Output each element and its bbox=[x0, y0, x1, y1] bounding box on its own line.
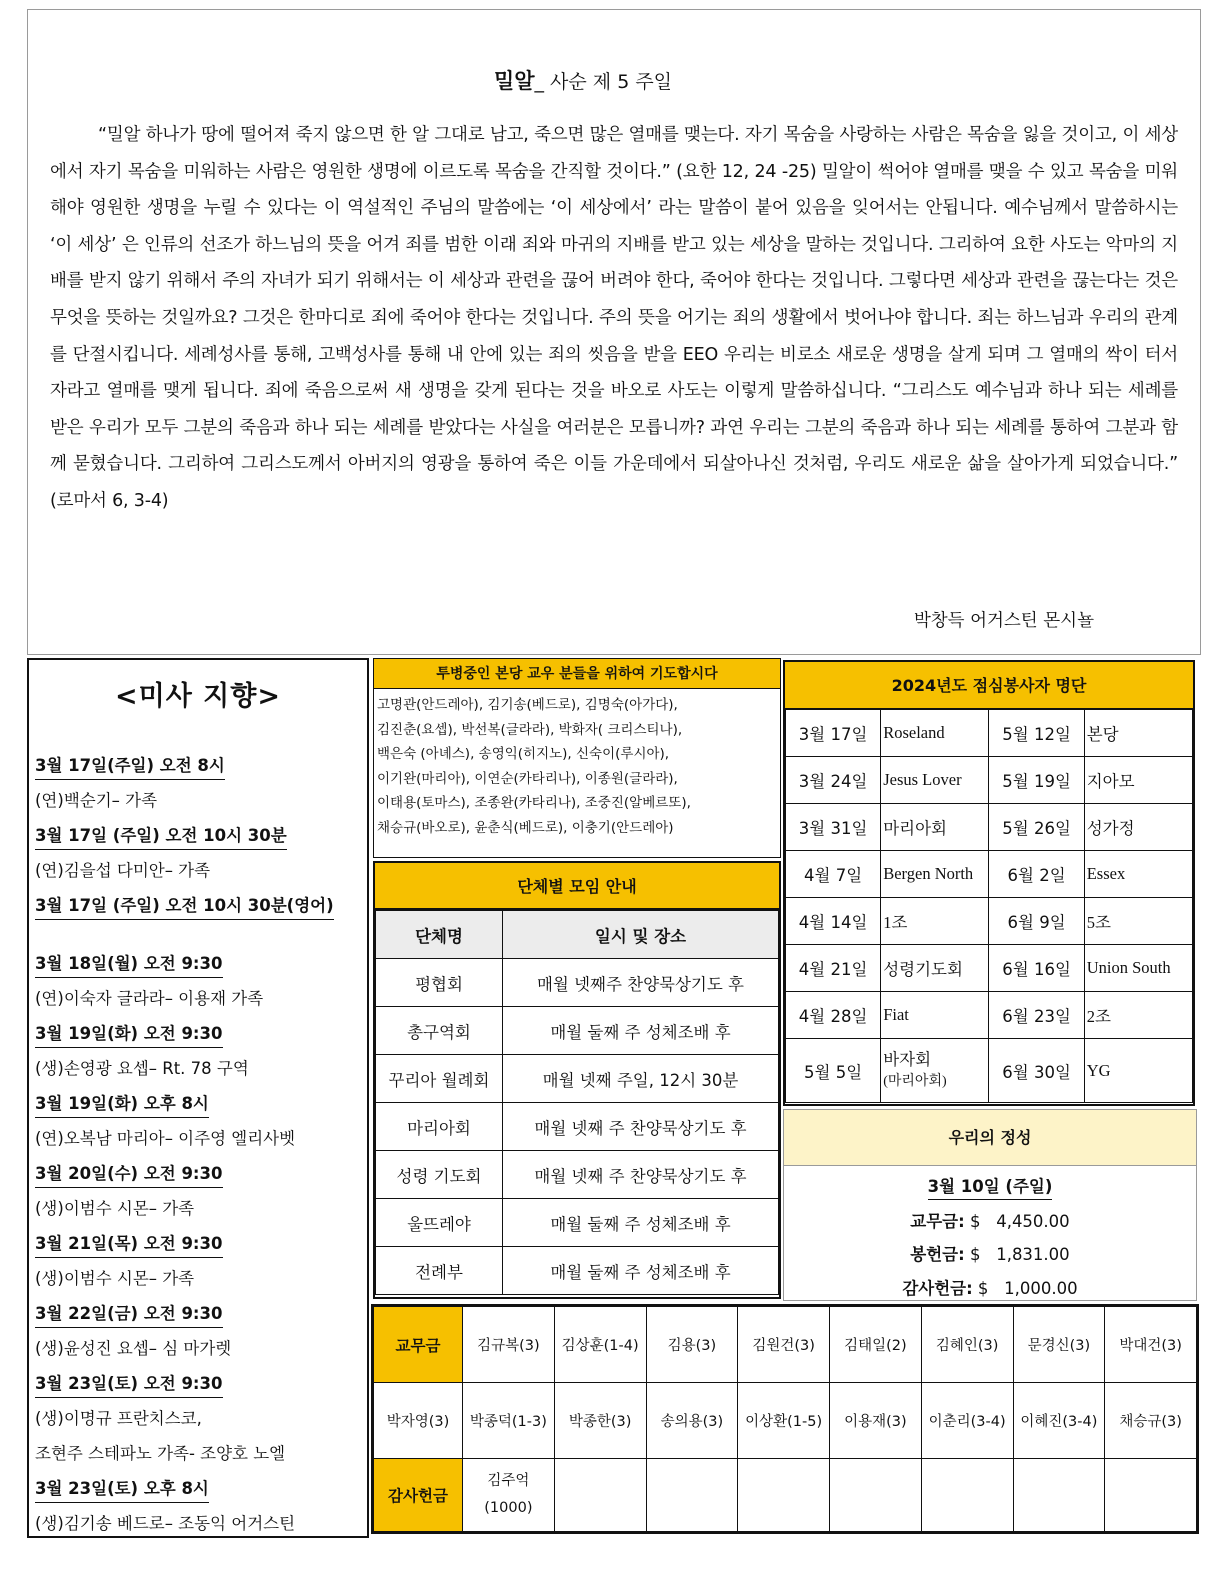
lunch-date: 3월 24일 bbox=[786, 757, 881, 804]
table-row bbox=[786, 851, 1193, 898]
lunch-date: 3월 31일 bbox=[786, 804, 881, 851]
reflection-title-rest: _ 사순 제 5 주일 bbox=[534, 71, 673, 93]
lunch-group: 5조 bbox=[1084, 898, 1192, 945]
group-name: 전례부 bbox=[376, 1247, 503, 1295]
donor-cell: 박종덕(1-3) bbox=[463, 1383, 555, 1459]
lunch-group: 성령기도회 bbox=[881, 945, 989, 992]
lunch-volunteers-title: 2024년도 점심봉사자 명단 bbox=[785, 662, 1193, 709]
lunch-date: 4월 21일 bbox=[786, 945, 881, 992]
intention-detail: 조현주 스테파노 가족- 조양호 노엘 bbox=[35, 1444, 286, 1463]
donor-cell-empty bbox=[554, 1459, 646, 1532]
donor-cell: 송의용(3) bbox=[646, 1383, 738, 1459]
group-when: 매월 넷째 주 찬양묵상기도 후 bbox=[503, 1151, 779, 1199]
reflection-author: 박창득 어거스틴 몬시뇰 bbox=[913, 611, 1094, 631]
offering-amount: $ 1,000.00 bbox=[972, 1279, 1078, 1298]
donor-cell: 김혜인(3) bbox=[921, 1307, 1013, 1383]
intention-detail: (생)이명규 프란치스코, bbox=[35, 1409, 202, 1428]
intention-time: 3월 23일(토) 오후 8시 bbox=[35, 1471, 361, 1506]
donors-box bbox=[371, 1304, 1199, 1534]
donor-cell-empty bbox=[830, 1459, 922, 1532]
thanks-donor-name: 김주억 bbox=[487, 1473, 530, 1489]
intention-detail: (연)오복남 마리아– 이주영 엘리사벳 bbox=[35, 1129, 296, 1148]
intention-time: 3월 17일 (주일) 오전 10시 30분(영어) bbox=[35, 888, 361, 923]
col-header-time: 일시 및 장소 bbox=[503, 911, 779, 959]
intention-time: 3월 19일(화) 오후 8시 bbox=[35, 1086, 361, 1121]
group-when: 매월 둘째 주 성체조배 후 bbox=[503, 1007, 779, 1055]
lunch-date: 6월 30일 bbox=[989, 1039, 1084, 1103]
sick-prayer-line: 김진춘(요셉), 박선복(글라라), 박화자( 크리스티나), bbox=[377, 721, 683, 738]
intention-detail: (생)손영광 요셉– Rt. 78 구역 bbox=[35, 1059, 249, 1078]
sick-prayer-line: 채승규(바오로), 윤춘식(베드로), 이충기(안드레아) bbox=[377, 819, 674, 836]
lunch-date: 5월 12일 bbox=[989, 710, 1084, 757]
donor-cell: 김상훈(1-4) bbox=[554, 1307, 646, 1383]
group-name: 성령 기도회 bbox=[376, 1151, 503, 1199]
intention-detail: (생)윤성진 요셉– 심 마가렛 bbox=[35, 1339, 232, 1358]
intention-time: 3월 17일 (주일) 오전 10시 30분 bbox=[35, 818, 361, 853]
lunch-volunteers-table bbox=[785, 709, 1193, 1103]
intention-detail: (생)이범수 시몬– 가족 bbox=[35, 1269, 195, 1288]
table-row bbox=[786, 1039, 1193, 1103]
lunch-date: 5월 19일 bbox=[989, 757, 1084, 804]
reflection-box bbox=[27, 9, 1201, 655]
offering-row bbox=[784, 1208, 1196, 1232]
table-row bbox=[376, 1247, 779, 1295]
lunch-date: 5월 26일 bbox=[989, 804, 1084, 851]
table-row bbox=[376, 1199, 779, 1247]
lunch-group-sub: (마리아회) bbox=[883, 1073, 947, 1089]
lunch-group: Jesus Lover bbox=[881, 757, 989, 804]
lunch-date: 4월 14일 bbox=[786, 898, 881, 945]
donors-table bbox=[373, 1306, 1197, 1532]
lunch-group: Fiat bbox=[881, 992, 989, 1039]
intention-time: 3월 17일(주일) 오전 8시 bbox=[35, 748, 361, 783]
donor-cell: 김원건(3) bbox=[738, 1307, 830, 1383]
table-row bbox=[376, 1007, 779, 1055]
group-when: 매월 둘째 주 성체조배 후 bbox=[503, 1199, 779, 1247]
mass-intentions-title: <미사 지향> bbox=[115, 681, 281, 712]
intention-time: 3월 19일(화) 오전 9:30 bbox=[35, 1016, 361, 1051]
group-name: 평협회 bbox=[376, 959, 503, 1007]
sick-prayer-list bbox=[374, 689, 780, 840]
dues-label: 교무금 bbox=[374, 1307, 463, 1383]
lunch-volunteers-box bbox=[783, 660, 1195, 1106]
group-meetings-table bbox=[375, 910, 779, 1295]
lunch-group: 지아모 bbox=[1084, 757, 1192, 804]
reflection-body: “밀알 하나가 땅에 떨어져 죽지 않으면 한 알 그대로 남고, 죽으면 많은 열매를 맺는다. 자기 목숨을 사랑하는 사람은 목숨을 잃을 것이고, 이 세상에서 자기 목숨을 미워하는 사람은 영원한 생명에 이르도록 목숨을 간직할 것이다.” (요한 12, 24 -25) 밀알이 썩어야 열매를 맺을 수 있고 목숨을 미워해야 영원한 생명을 누릴 수 있다는 이 역설적인 주님의 말씀에는 ‘이 세상에서’ 라는 말씀이 붙어 있음을 잊어서는 안됩니다. 예수님께서 말씀하시는 ‘이 세상’ 은 인류의 선조가 하느님의 뜻을 어겨 죄를 범한 이래 죄와 마귀의 지배를 받고 있는 세상을 말하는 것입니다. 그리하여 요한 사도는 악마의 지배를 받지 않기 위해서 주의 자녀가 되기 위해서는 이 세상과 관련을 끊어 버려야 한다, 죽어야 한다는 것입니다. 그렇다면 세상과 관련을 끊는다는 것은 무엇을 뜻하는 것일까요? 그것은 한마디로 죄에 죽어야 한다는 것입니다. 주의 뜻을 어기는 죄의 생활에서 벗어나야 합니다. 죄는 하느님과 우리의 관계를 단절시킵니다. 세례성사를 통해, 고백성사를 통해 내 안에 있는 죄의 씻음을 받을 EEO 우리는 비로소 새로운 생명을 살게 되며 그 열매의 싹이 터서 자라고 열매를 맺게 됩니다. 죄에 죽음으로써 새 생명을 갖게 된다는 것을 바오로 사도는 이렇게 말씀하십니다. “그리스도 예수님과 하나 되는 세례를 받은 우리가 모두 그분의 죽음과 하나 되는 세례를 받았다는 사실을 여러분은 모릅니까? 과연 우리는 그분의 죽음과 하나 되는 세례를 통하여 그분과 함께 묻혔습니다. 그리하여 그리스도께서 아버지의 영광을 통하여 죽은 이들 가운데에서 되살아나신 것처럼, 우리도 새로운 삶을 살아가게 되었습니다.” (로마서 6, 3-4) bbox=[50, 125, 1178, 511]
group-name: 꾸리아 월례회 bbox=[376, 1055, 503, 1103]
lunch-group: Roseland bbox=[881, 710, 989, 757]
lunch-date: 5월 5일 bbox=[786, 1039, 881, 1103]
table-row bbox=[786, 898, 1193, 945]
group-name: 총구역회 bbox=[376, 1007, 503, 1055]
intention-time: 3월 21일(목) 오전 9:30 bbox=[35, 1226, 361, 1261]
group-when: 매월 넷째 주일, 12시 30분 bbox=[503, 1055, 779, 1103]
lunch-group: 본당 bbox=[1084, 710, 1192, 757]
sick-prayer-box bbox=[373, 658, 781, 858]
donor-cell: 이춘리(3-4) bbox=[921, 1383, 1013, 1459]
thanks-donor-cell bbox=[463, 1459, 555, 1532]
offering-date-wrap bbox=[784, 1175, 1196, 1200]
table-row bbox=[374, 1383, 1197, 1459]
table-row bbox=[374, 1307, 1197, 1383]
offering-label: 감사헌금: bbox=[902, 1279, 973, 1298]
intention-time: 3월 18일(월) 오전 9:30 bbox=[35, 946, 361, 981]
lunch-date: 3월 17일 bbox=[786, 710, 881, 757]
lunch-group: Union South bbox=[1084, 945, 1192, 992]
donor-cell: 박대건(3) bbox=[1105, 1307, 1197, 1383]
table-row bbox=[376, 1103, 779, 1151]
lunch-group: 1조 bbox=[881, 898, 989, 945]
mass-intentions-box bbox=[27, 658, 369, 1538]
intention-detail: (생)김기송 베드로– 조동익 어거스틴 bbox=[35, 1514, 296, 1533]
intention-detail: (연)백순기– 가족 bbox=[35, 791, 158, 810]
group-meetings-title: 단체별 모임 안내 bbox=[375, 863, 779, 910]
offering-amount: $ 1,831.00 bbox=[964, 1245, 1070, 1264]
donor-cell: 문경신(3) bbox=[1013, 1307, 1105, 1383]
sick-prayer-line: 백은숙 (아녜스), 송영익(히지노), 신숙이(루시아), bbox=[377, 746, 670, 762]
donor-cell: 이혜진(3-4) bbox=[1013, 1383, 1105, 1459]
lunch-group: Bergen North bbox=[881, 851, 989, 898]
lunch-date: 6월 9일 bbox=[989, 898, 1084, 945]
table-row bbox=[376, 1055, 779, 1103]
group-when: 매월 넷째주 찬양묵상기도 후 bbox=[503, 959, 779, 1007]
group-meetings-box bbox=[373, 861, 781, 1299]
lunch-group: 마리아회 bbox=[881, 804, 989, 851]
offering-box bbox=[783, 1109, 1197, 1301]
lunch-group: Essex bbox=[1084, 851, 1192, 898]
table-row bbox=[786, 757, 1193, 804]
lunch-group: 바자회 bbox=[883, 1049, 932, 1069]
sick-prayer-line: 고명관(안드레아), 김기송(베드로), 김명숙(아가다), bbox=[377, 697, 678, 713]
donor-cell-empty bbox=[1105, 1459, 1197, 1532]
table-header-row bbox=[376, 911, 779, 959]
offering-amount: $ 4,450.00 bbox=[964, 1212, 1070, 1231]
thanks-label: 감사헌금 bbox=[374, 1459, 463, 1532]
donor-cell-empty bbox=[738, 1459, 830, 1532]
table-row bbox=[786, 945, 1193, 992]
table-row bbox=[376, 1151, 779, 1199]
intention-time: 3월 20일(수) 오전 9:30 bbox=[35, 1156, 361, 1191]
offering-label: 봉헌금: bbox=[910, 1245, 965, 1264]
lunch-date: 6월 23일 bbox=[989, 992, 1084, 1039]
intention-detail: (생)이범수 시몬– 가족 bbox=[35, 1199, 195, 1218]
donor-cell: 김용(3) bbox=[646, 1307, 738, 1383]
intention-time: 3월 23일(토) 오전 9:30 bbox=[35, 1366, 361, 1401]
donor-cell: 이용재(3) bbox=[830, 1383, 922, 1459]
table-row bbox=[786, 992, 1193, 1039]
intention-spacer bbox=[35, 923, 361, 946]
lunch-group: 2조 bbox=[1084, 992, 1192, 1039]
donor-cell: 박자영(3) bbox=[374, 1383, 463, 1459]
mass-intentions-list bbox=[35, 748, 361, 1541]
group-name: 울뜨레야 bbox=[376, 1199, 503, 1247]
intention-detail: (연)김을섭 다미안– 가족 bbox=[35, 861, 211, 880]
sick-prayer-line: 이태용(토마스), 조종완(카타리나), 조중진(알베르또), bbox=[377, 795, 691, 811]
sick-prayer-line: 이기완(마리아), 이연순(카타리나), 이종원(글라라), bbox=[377, 770, 678, 787]
group-name: 마리아회 bbox=[376, 1103, 503, 1151]
lunch-group: YG bbox=[1084, 1039, 1192, 1103]
lunch-date: 4월 7일 bbox=[786, 851, 881, 898]
group-when: 매월 넷째 주 찬양묵상기도 후 bbox=[503, 1103, 779, 1151]
offering-title: 우리의 정성 bbox=[784, 1110, 1196, 1166]
offering-row bbox=[784, 1241, 1196, 1265]
intention-time: 3월 22일(금) 오전 9:30 bbox=[35, 1296, 361, 1331]
reflection-title bbox=[28, 65, 1138, 95]
table-row bbox=[376, 959, 779, 1007]
donor-cell: 채승규(3) bbox=[1105, 1383, 1197, 1459]
lunch-date: 6월 2일 bbox=[989, 851, 1084, 898]
donor-cell: 김태일(2) bbox=[830, 1307, 922, 1383]
col-header-name: 단체명 bbox=[376, 911, 503, 959]
lunch-group-cell bbox=[881, 1039, 989, 1103]
offering-date: 3월 10일 (주일) bbox=[928, 1175, 1053, 1200]
reflection-title-bold: 밀알 bbox=[493, 69, 535, 93]
donor-cell-empty bbox=[646, 1459, 738, 1532]
intention-detail: (연)이숙자 글라라– 이용재 가족 bbox=[35, 989, 264, 1008]
lunch-date: 4월 28일 bbox=[786, 992, 881, 1039]
thanks-donor-amount: (1000) bbox=[484, 1500, 533, 1516]
group-when: 매월 둘째 주 성체조배 후 bbox=[503, 1247, 779, 1295]
table-row bbox=[374, 1459, 1197, 1532]
offering-row bbox=[784, 1275, 1196, 1299]
donor-cell: 김규복(3) bbox=[463, 1307, 555, 1383]
table-row bbox=[786, 804, 1193, 851]
lunch-date: 6월 16일 bbox=[989, 945, 1084, 992]
donor-cell-empty bbox=[921, 1459, 1013, 1532]
lunch-group: 성가정 bbox=[1084, 804, 1192, 851]
table-row bbox=[786, 710, 1193, 757]
donor-cell-empty bbox=[1013, 1459, 1105, 1532]
donor-cell: 박종한(3) bbox=[554, 1383, 646, 1459]
sick-prayer-title: 투병중인 본당 교우 분들을 위하여 기도합시다 bbox=[374, 659, 780, 689]
offering-label: 교무금: bbox=[910, 1212, 965, 1231]
donor-cell: 이상환(1-5) bbox=[738, 1383, 830, 1459]
